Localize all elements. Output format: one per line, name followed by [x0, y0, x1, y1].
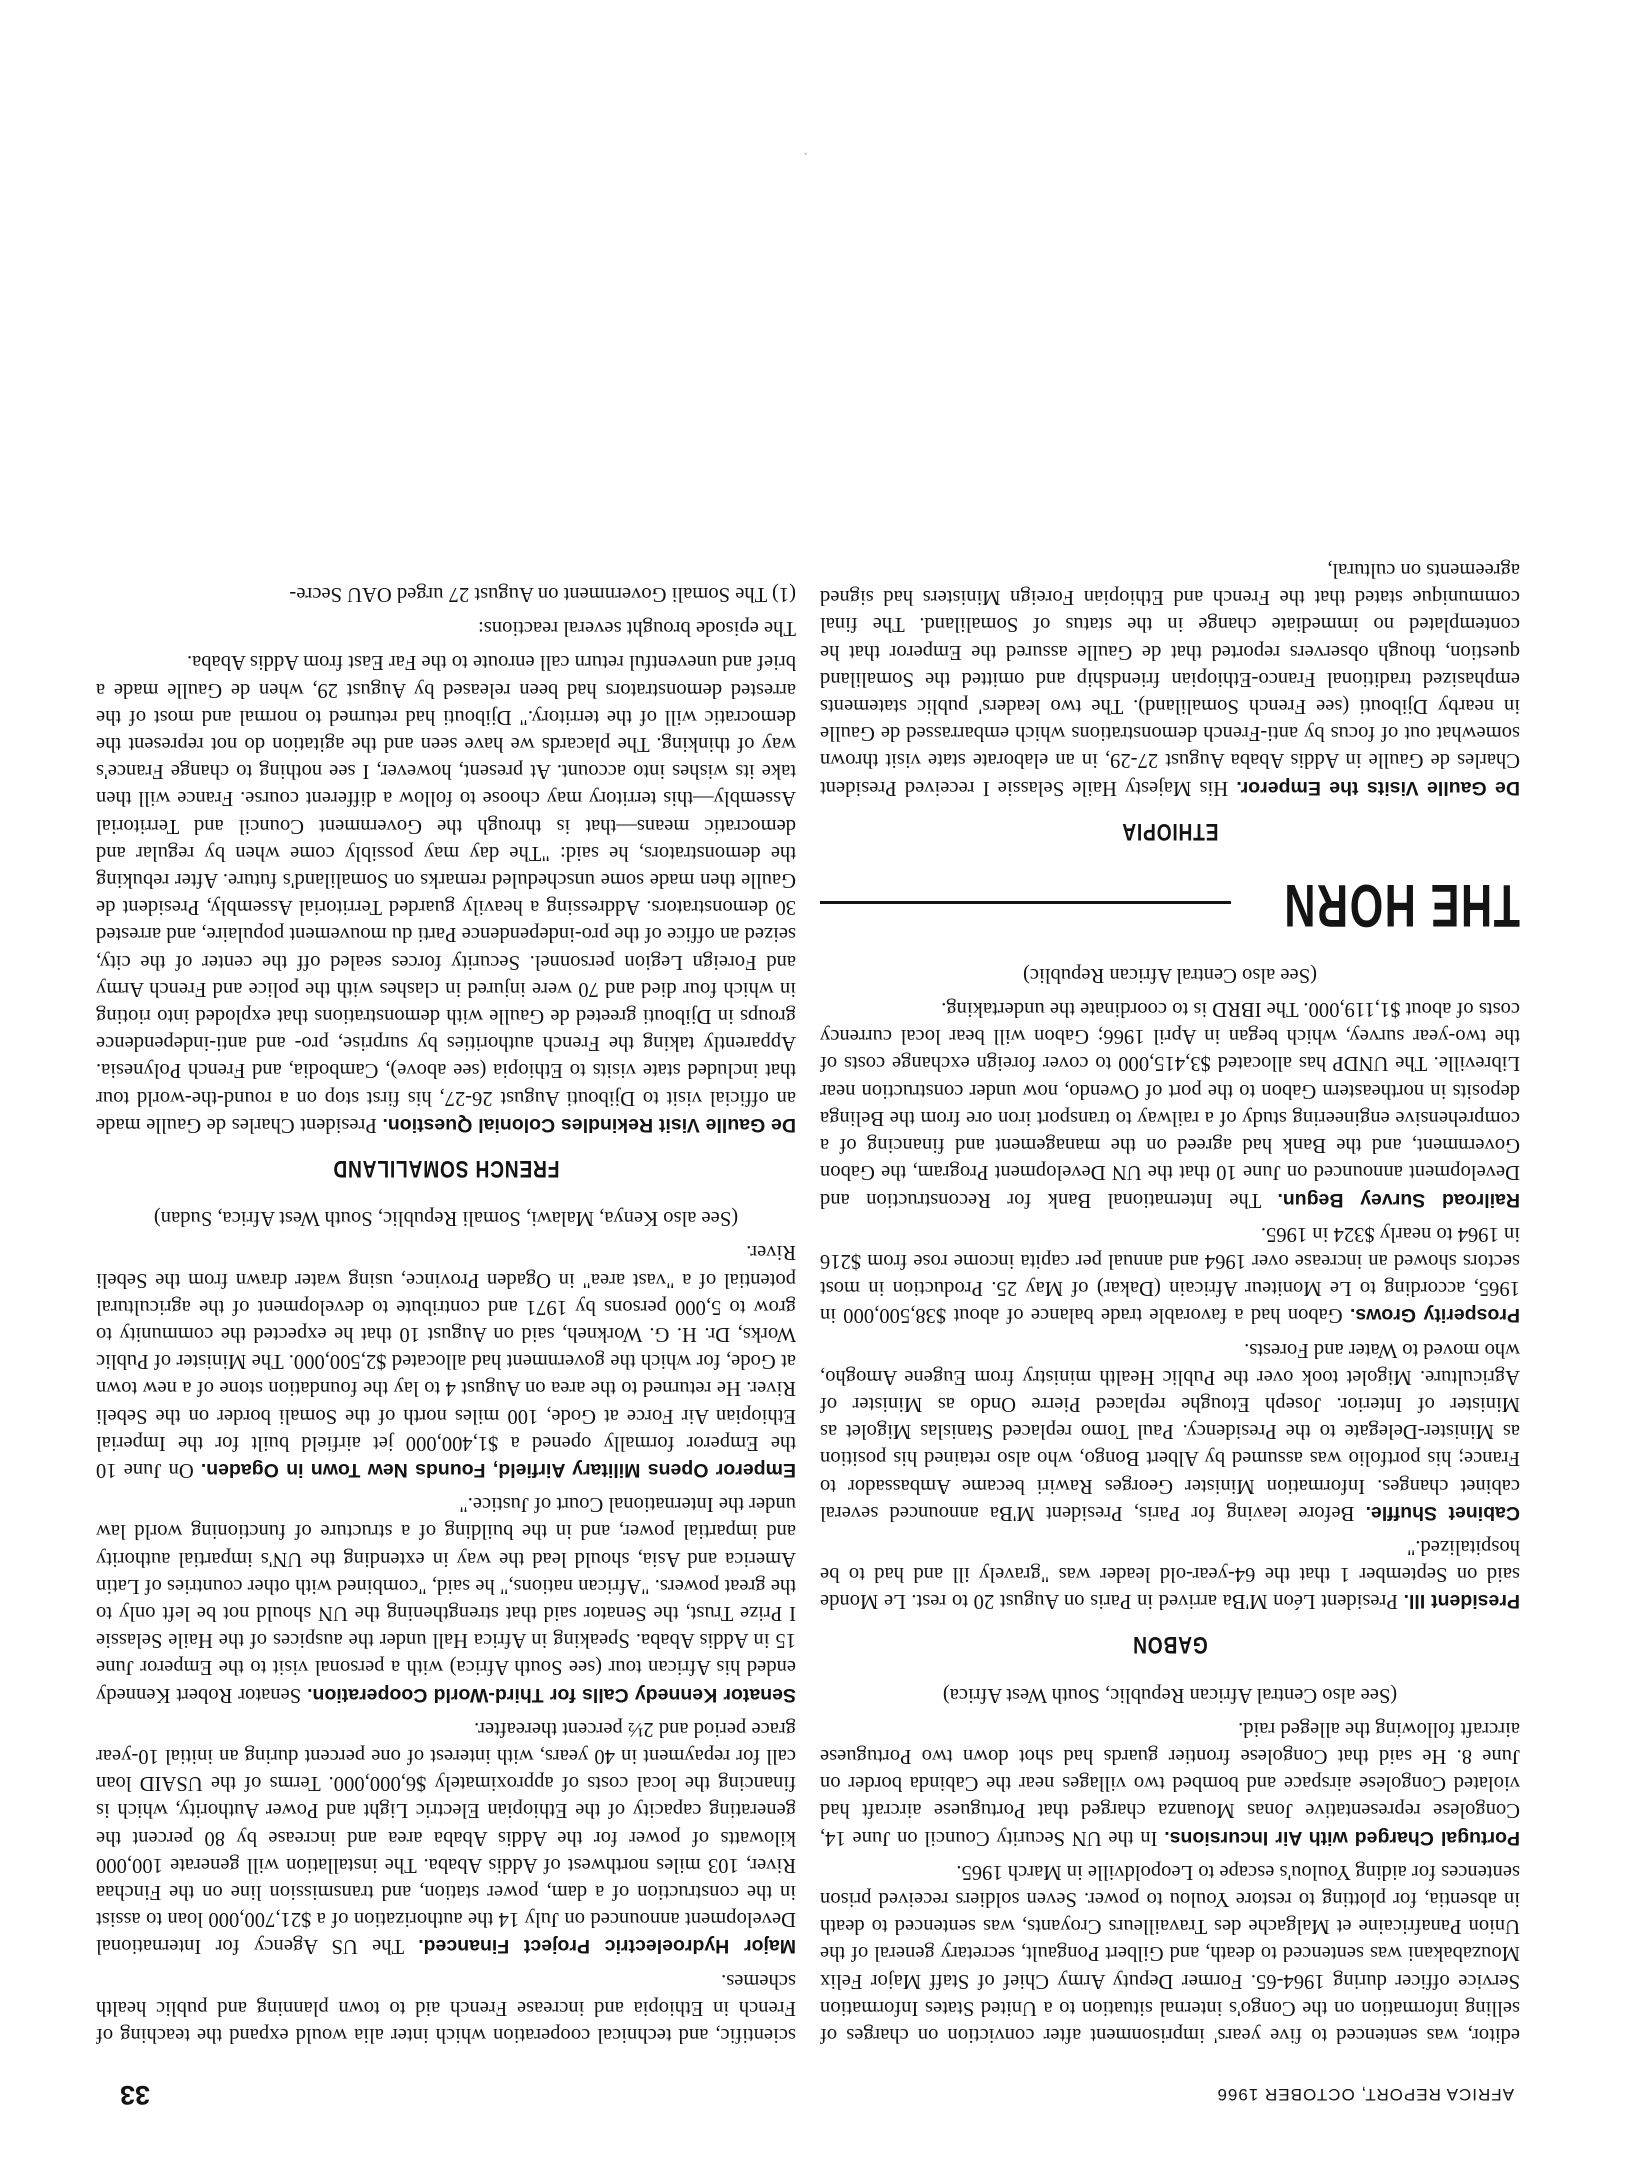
somaliland-heading: FRENCH SOMALILAND	[332, 1154, 560, 1182]
airfield-headline: Emperor Opens Military Airfield, Founds New Town in Ogaden.	[200, 1458, 796, 1481]
kennedy-body: Senator Robert Kennedy ended his African tour (see South Africa) with a personal visit to the Emperor June 15 in Addis Ababa. Speaking in Africa Hall under the auspices of the Haile Selassie I Prize Trust, the Senator said that strengthening the UN should not be left only to the great powers. "African nations," he said, "combined with other countries of Latin America and Asia, should lead the way in extending the UN's impartial authority and impartial power, and in the building of a structure of functioning world law under the International Court of Justice."	[96, 1493, 796, 1706]
publication-line: AFRICA REPORT, OCTOBER 1966	[1216, 2085, 1514, 2104]
kennedy-headline: Senator Kennedy Calls for Third-World Cooperation.	[307, 1683, 796, 1706]
railroad-see-also: (See also Central African Republic)	[1023, 963, 1317, 986]
railroad-headline: Railroad Survey Begun.	[1277, 1188, 1520, 1211]
margin-speck: ·	[803, 145, 808, 160]
degaulle-paragraph	[820, 556, 1520, 801]
gabon-heading: GABON	[1132, 1631, 1208, 1659]
kennedy-paragraph	[96, 1490, 796, 1708]
airfield-see-also: (See also Kenya, Malawi, Somali Republic, South West Africa, Sudan)	[153, 1207, 739, 1230]
reactions-intro: The episode brought several reactions:	[478, 617, 796, 640]
cabinet-headline: Cabinet Shuffle.	[1365, 1501, 1520, 1524]
colonial-body: President Charles de Gaulle made an official visit to Djibouti August 26-27, his first stop on a round-the-world tour that included state visits to Ethiopia (see above), Cambodia, and French Polynesia. Apparently taking the French authorities by surprise, pro- and anti-independence groups in Djibouti greeted de Gaulle with demonstrations that exploded into rioting in which four died and 70 were injured in clashes with the police and French Army and Foreign Legion personnel. Security forces sealed off the center of the city, seized an office of the pro-independence Parti du mouvement populaire, and arrested 30 demonstrators. Addressing a heavily guarded Territorial Assembly, President de Gaulle then made some unscheduled remarks on Somaliland's future. After rebuking the demonstrators, he said: "The day may possibly come when by regular and democratic means—that is through the Government Council and Territorial Assembly—this territory may choose to follow a different course. France will then take its wishes into account. At present, however, I see nothing to change France's way of thinking. The placards we have seen and the agitation do not represent the democratic will of the territory." Djibouti had returned to normal and most of the arrested demonstrators had been released by August 29, when de Gaulle made a brief and uneventful return call enroute to the Far East from Addis Ababa.	[96, 651, 796, 1136]
portugal-see-also: (See also Central African Republic, South West Africa)	[942, 1683, 1398, 1706]
railroad-paragraph	[820, 995, 1520, 1213]
prosperity-headline: Prosperity Grows.	[1349, 1304, 1520, 1327]
reaction-item-1: (1) The Somali Government on August 27 urged OAU Secre-	[289, 583, 796, 606]
president-paragraph	[820, 1533, 1520, 1615]
right-column	[96, 58, 796, 2048]
cabinet-paragraph	[820, 1335, 1520, 1525]
president-body: President Léon M'Ba arrived in Paris on August 20 to rest. Le Monde said on September 1 that the 64-year-old leader was "gravely ill and had to be hospitalized."	[820, 1535, 1520, 1613]
prosperity-body: Gabon had a favorable trade balance of about $38,500,000 in 1965, according to Le Moniteur Africain (Dakar) of May 25. Production in most sectors showed an increase over 1964 and annual per capita income rose from $216 in 1964 to nearly $324 in 1965.	[820, 1222, 1520, 1327]
portugal-body: In the UN Security Council on June 14, Congolese representative Jonas Mouanza charged that Portuguese aircraft had violated Congolese airspace and bombed two villages near the Cabinda border on June 8. He said that Congolese frontier guards had shot down two Portuguese aircraft following the alleged raid.	[820, 1717, 1520, 1849]
region-rule	[820, 901, 1231, 904]
portugal-headline: Portugal Charged with Air Incursions.	[1164, 1826, 1520, 1849]
ethiopia-heading: ETHIOPIA	[1121, 817, 1219, 845]
airfield-paragraph	[96, 1238, 796, 1483]
cultural-continued-paragraph: scientific, and technical cooperation which inter alia would expand the teaching of French in Ethiopia and increase French aid to town planning and public health schemes.	[96, 1969, 796, 2046]
portugal-paragraph	[820, 1715, 1520, 1851]
region-heading	[820, 871, 1520, 939]
hydro-body: The US Agency for International Development announced on July 14 the authorization of a $21,700,000 loan to assist in the construction of a dam, power station, and transmission line on the Finchaa River, 103 miles northwest of Addis Ababa. The installation will generate 100,000 kilowatts of power for the Addis Ababa area and increase by 80 percent the generating capacity of the Ethiopian Electric Light and Power Authority, which is financing the local costs of approximately $6,000,000. Terms of the USAID loan call for repayment in 40 years, with interest of one percent during an initial 10-year grace period and 2½ percent thereafter.	[96, 1717, 796, 1958]
colonial-headline: De Gaulle Visit Rekindles Colonial Question.	[382, 1113, 796, 1136]
prosperity-paragraph	[820, 1220, 1520, 1329]
cabinet-body: Before leaving for Paris, President M'Ba announced several cabinet changes. Information Minister Georges Rawiri became Ambassador to France; his portfolio was assumed by Albert Bongo, who also retained his position as Minister-Delegate to the Presidency. Paul Tomo replaced Stanislas Migolet as Minister of Interior. Joseph Etoughe replaced Pierre Ondo as Minister of Agriculture. Migolet took over the Public Health ministry from Eugene Amogho, who moved to Water and Forests.	[820, 1338, 1520, 1524]
railroad-body: The International Bank for Reconstruction and Development announced on June 10 that the UN Development Program, the Gabon Government, and the Bank had agreed on the management and financing of a comprehensive engineering study of a railway to transport iron ore from the Belinga deposits in northeastern Gabon to the port of Owendo, now under construction near Libreville. The UNDP has allocated $3,415,000 to cover foreign exchange costs of the two-year survey, which began in April 1966; Gabon will bear local currency costs of about $1,119,000. The IBRD is to coordinate the undertaking.	[820, 998, 1520, 1211]
hydro-headline: Major Hydroelectric Project Financed.	[418, 1935, 796, 1958]
left-column	[820, 58, 1520, 2048]
degaulle-headline: De Gaulle Visits the Emperor.	[1236, 776, 1520, 799]
region-title: THE HORN	[1282, 871, 1520, 939]
airfield-body: On June 10 the Emperor formally opened a $1,400,000 jet airfield built for the Imperial Ethiopian Air Force at Gode, 100 miles north of the Somali border on the Sebeli River. He returned to the area on August 4 to lay the foundation stone of a new town at Gode, for which the government had allocated $2,500,000. The Minister of Public Works, Dr. H. G. Workneh, said on August 10 that he expected the community to grow to 5,000 persons by 1971 and contribute to development of the agricultural potential of a "vast area" in Ogaden Province, using water drawn from the Sebeli River.	[96, 1241, 796, 1481]
page-number: 33	[120, 2080, 151, 2110]
colonial-paragraph	[96, 648, 796, 1138]
president-headline: President Ill.	[1403, 1590, 1520, 1613]
page-header	[120, 2074, 1514, 2110]
hydro-paragraph	[96, 1715, 796, 1960]
congo-continued-paragraph: editor, was sentenced to five years' imprisonment after conviction on charges of selling information on the Congo's internal situation to a United States Information Service officer during 1964-65. Former Deputy Army Chief of Staff Major Felix Mouzabakani was sentenced to death, and Gilbert Pongault, secretary general of the Union Panafricaine et Malgache des Travailleurs Croyants, was sentenced to death in absentia, for plotting to restore Youlou to power. Seven soldiers received prison sentences for aiding Youlou's escape to Leopoldville in March 1965.	[820, 1860, 1520, 2046]
degaulle-body: His Majesty Haile Selassie I received President Charles de Gaulle in Addis Ababa August 27-29, in an elaborate state visit thrown somewhat out of focus by anti-French demonstrations which embarrassed de Gaulle in nearby Djibouti (see French Somaliland). The two leaders' public statements emphasized traditional Franco-Ethiopian friendship and omitted the Somaliland question, though observers reported that de Gaulle assured the Emperor that he contemplated no immediate change in the status of Somaliland. The final communique stated that the French and Ethiopian Foreign Ministers had signed agreements on cultural,	[820, 559, 1520, 799]
